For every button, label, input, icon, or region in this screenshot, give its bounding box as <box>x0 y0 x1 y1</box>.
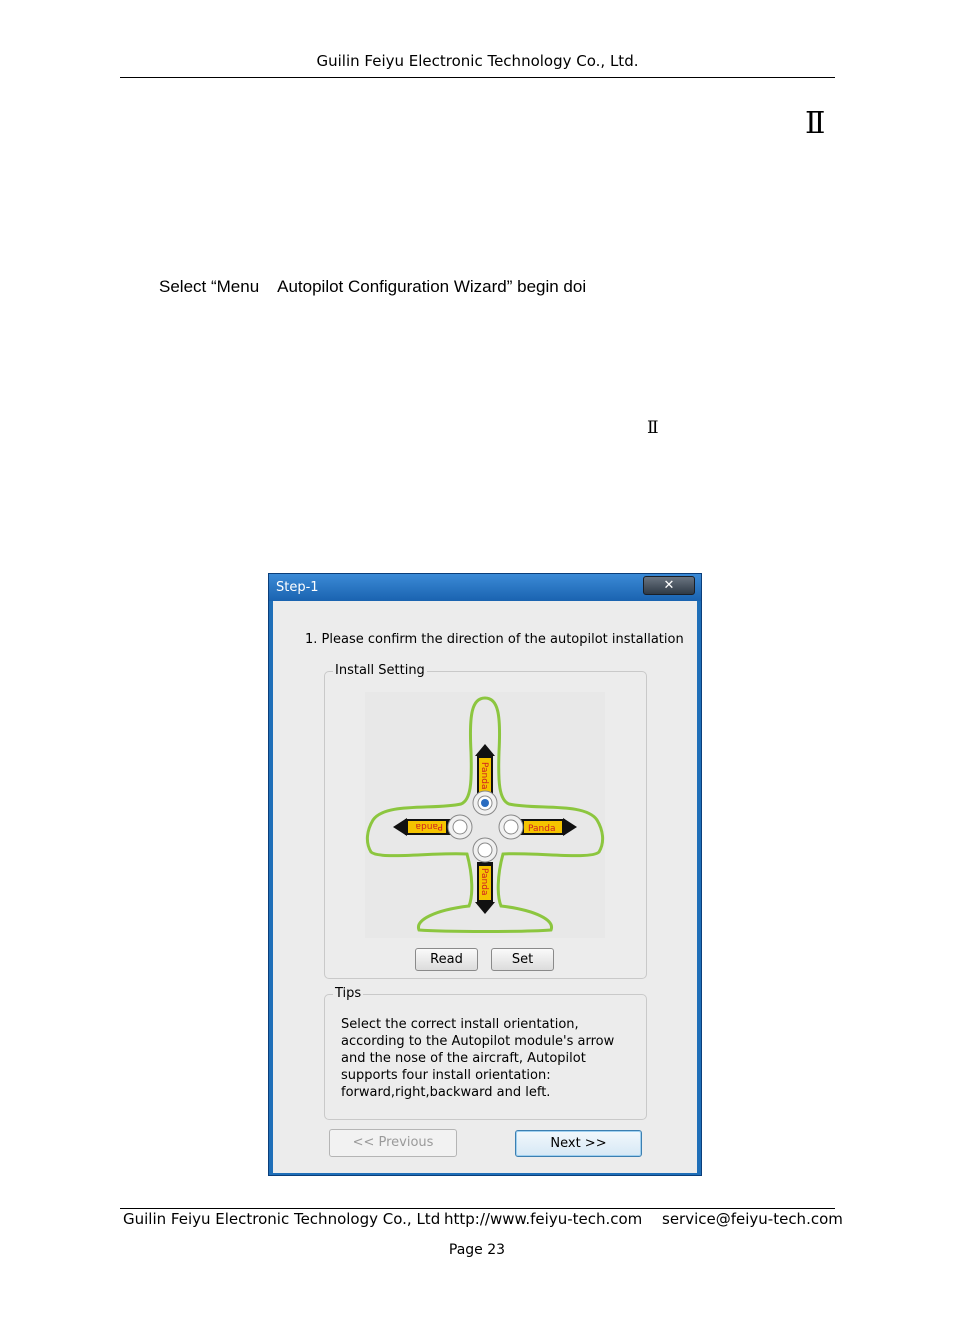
dialog-titlebar[interactable] <box>269 574 701 601</box>
radio-backward[interactable] <box>473 838 497 862</box>
orientation-diagram <box>365 692 605 938</box>
footer-email[interactable]: service@feiyu-tech.com <box>662 1210 843 1228</box>
instruction-text: Select “Menu Autopilot Configuration Wizard” begin doi <box>159 277 587 296</box>
next-button[interactable]: Next >> <box>515 1130 642 1157</box>
forward-arm <box>475 744 495 796</box>
close-button[interactable]: ✕ <box>643 576 695 595</box>
read-button[interactable]: Read <box>415 948 478 971</box>
dialog-title: Step-1 <box>276 580 319 595</box>
backward-arm <box>475 862 495 914</box>
page-header: Guilin Feiyu Electronic Technology Co., Ltd. <box>316 52 639 70</box>
section-numeral: Ⅱ <box>805 106 826 141</box>
tips-label: Tips <box>335 986 362 1001</box>
inline-numeral: Ⅱ <box>647 418 659 438</box>
footer-website[interactable]: http://www.feiyu-tech.com <box>444 1210 643 1228</box>
previous-button[interactable]: << Previous <box>329 1129 457 1157</box>
page-number: Page 23 <box>448 1242 506 1258</box>
tips-group <box>324 986 647 1120</box>
right-arm <box>519 818 577 836</box>
header-divider <box>120 77 835 78</box>
module-label-forward: Panda <box>479 762 489 790</box>
radio-left[interactable] <box>448 815 472 839</box>
set-button[interactable]: Set <box>491 948 554 971</box>
footer-company: Guilin Feiyu Electronic Technology Co., Ltd <box>123 1210 441 1228</box>
module-label-left: Panda <box>415 821 443 831</box>
airplane-diagram <box>365 692 605 938</box>
module-label-right: Panda <box>528 824 556 834</box>
install-setting-label: Install Setting <box>335 663 425 678</box>
dialog-client-area <box>273 601 697 1173</box>
left-arm <box>393 818 451 836</box>
tips-text: Select the correct install orientation, according to the Autopilot module's arrow and the nose of the aircraft, Autopilot supports four install orientation: forward,right,backward and left. <box>341 1017 615 1100</box>
install-setting-group <box>324 663 647 979</box>
radio-forward[interactable] <box>473 791 497 815</box>
wizard-dialog <box>268 573 702 1176</box>
module-label-backward: Panda <box>479 868 489 896</box>
footer-divider <box>120 1208 835 1209</box>
step-instruction: 1. Please confirm the direction of the autopilot installation <box>305 632 684 647</box>
radio-right[interactable] <box>499 815 523 839</box>
